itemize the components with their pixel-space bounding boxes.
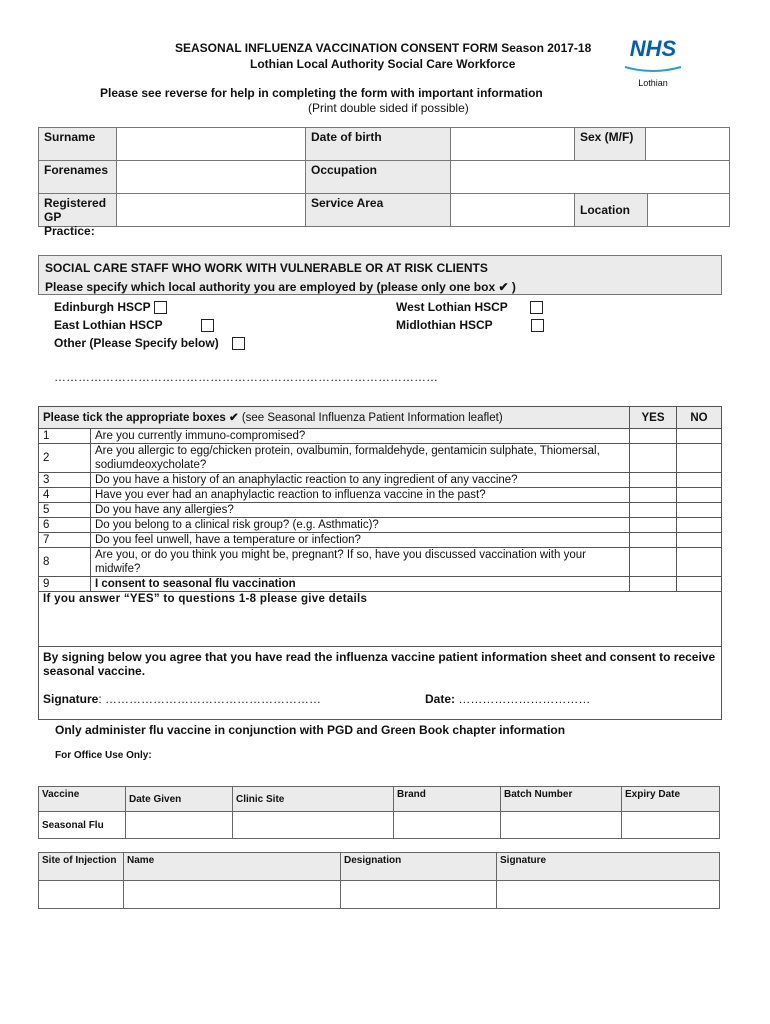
no-cell[interactable] [677, 488, 722, 503]
checkbox[interactable] [201, 319, 214, 332]
gp-field[interactable] [116, 193, 306, 227]
question-number: 1 [39, 429, 91, 444]
yes-cell[interactable] [630, 473, 677, 488]
col-name: Name [124, 853, 341, 881]
location-field[interactable] [647, 193, 730, 227]
question-number: 4 [39, 488, 91, 503]
forenames-label: Forenames [38, 160, 117, 194]
sex-label: Sex (M/F) [574, 127, 646, 161]
checkbox[interactable] [530, 301, 543, 314]
question-text: Do you belong to a clinical risk group? (e.g. Asthmatic)? [91, 518, 630, 533]
question-text: Do you feel unwell, have a temperature or infection? [91, 533, 630, 548]
question-text: Do you have any allergies? [91, 503, 630, 518]
no-cell[interactable] [677, 444, 722, 473]
expiry-cell[interactable] [622, 812, 720, 839]
occupation-field[interactable] [450, 160, 730, 194]
no-cell[interactable] [677, 503, 722, 518]
question-number: 3 [39, 473, 91, 488]
question-number: 8 [39, 548, 91, 577]
option-west-lothian[interactable] [396, 300, 543, 314]
logo-swoosh-icon [623, 65, 683, 73]
occupation-label: Occupation [305, 160, 451, 194]
col-signature: Signature [497, 853, 720, 881]
nhs-logo-sub: Lothian [638, 78, 668, 88]
clinic-site-cell[interactable] [233, 812, 394, 839]
question-row [39, 548, 722, 577]
name-cell[interactable] [124, 881, 341, 909]
question-number: 9 [39, 577, 91, 592]
no-cell[interactable] [677, 577, 722, 592]
form-subtitle: Lothian Local Authority Social Care Workforce [250, 57, 516, 71]
question-number: 7 [39, 533, 91, 548]
option-label: Other (Please Specify below) [54, 336, 219, 350]
question-row [39, 429, 722, 444]
surname-field[interactable] [116, 127, 306, 161]
no-cell[interactable] [677, 518, 722, 533]
question-text: Are you, or do you think you might be, pregnant? If so, have you discussed vaccination with your midwife? [91, 548, 630, 577]
dob-field[interactable] [450, 127, 575, 161]
office-use-label: For Office Use Only: [55, 750, 152, 761]
questions-header [39, 407, 630, 429]
option-east-lothian[interactable] [54, 318, 214, 332]
question-row [39, 473, 722, 488]
dob-label: Date of birth [305, 127, 451, 161]
option-label: Edinburgh HSCP [54, 300, 151, 314]
yes-cell[interactable] [630, 577, 677, 592]
signature-label: Signature [43, 692, 99, 706]
option-other[interactable] [54, 336, 245, 350]
checkbox[interactable] [232, 337, 245, 350]
option-midlothian[interactable] [396, 318, 544, 332]
date-label: Date: [425, 692, 456, 706]
brand-cell[interactable] [394, 812, 501, 839]
site-cell[interactable] [39, 881, 124, 909]
row-seasonal-flu: Seasonal Flu [39, 812, 126, 839]
yes-cell[interactable] [630, 429, 677, 444]
col-batch-number: Batch Number [501, 787, 622, 812]
no-cell[interactable] [677, 473, 722, 488]
sex-field[interactable] [645, 127, 730, 161]
question-number: 2 [39, 444, 91, 473]
other-specify-line[interactable]: …………………………………………………………………………………… [54, 370, 438, 384]
header-bold: Please tick the appropriate boxes ✔ [43, 411, 239, 424]
col-expiry-date: Expiry Date [622, 787, 720, 812]
question-row [39, 577, 722, 592]
question-text: Are you allergic to egg/chicken protein, ovalbumin, formaldehyde, gentamicin sulphate, Thiomersal, sodiumdeoxycholate? [91, 444, 630, 473]
question-row [39, 503, 722, 518]
header-rest: (see Seasonal Influenza Patient Information leaflet) [238, 411, 503, 424]
col-date-given: Date Given [126, 787, 233, 812]
intro-line: Please see reverse for help in completing the form with important information [100, 86, 543, 100]
questions-table [38, 406, 722, 720]
designation-cell[interactable] [341, 881, 497, 909]
col-vaccine: Vaccine [39, 787, 126, 812]
question-text: Have you ever had an anaphylactic reaction to influenza vaccine in the past? [91, 488, 630, 503]
date-line[interactable]: …………………………… [455, 692, 591, 706]
social-care-heading: SOCIAL CARE STAFF WHO WORK WITH VULNERABLE OR AT RISK CLIENTS [45, 261, 488, 275]
details-prompt[interactable]: If you answer “YES” to questions 1-8 please give details [39, 592, 722, 647]
question-row [39, 533, 722, 548]
intro-note: (Print double sided if possible) [308, 101, 469, 115]
forenames-field[interactable] [116, 160, 306, 194]
office-staff-table [38, 852, 720, 909]
question-text: Do you have a history of an anaphylactic reaction to any ingredient of any vaccine? [91, 473, 630, 488]
nhs-logo [622, 38, 684, 88]
yes-cell[interactable] [630, 503, 677, 518]
yes-cell[interactable] [630, 444, 677, 473]
date-given-cell[interactable] [126, 812, 233, 839]
col-designation: Designation [341, 853, 497, 881]
surname-label: Surname [38, 127, 117, 161]
social-care-instruction: Please specify which local authority you are employed by (please only one box ✔ ) [45, 280, 516, 294]
signature-line[interactable]: : ……………………………………………… [98, 692, 322, 706]
col-clinic-site: Clinic Site [233, 787, 394, 812]
yes-cell[interactable] [630, 518, 677, 533]
question-number: 6 [39, 518, 91, 533]
yes-header: YES [630, 407, 677, 429]
option-label: Midlothian HSCP [396, 318, 493, 332]
service-area-label: Service Area [305, 193, 451, 227]
col-site-of-injection: Site of Injection [39, 853, 124, 881]
question-row [39, 488, 722, 503]
gp-label: Registered GP Practice: [38, 193, 117, 227]
question-text: Are you currently immuno-compromised? [91, 429, 630, 444]
nhs-logo-text: NHS [629, 36, 677, 61]
form-title: SEASONAL INFLUENZA VACCINATION CONSENT FORM Season 2017-18 [175, 41, 592, 55]
yes-cell[interactable] [630, 488, 677, 503]
question-text: I consent to seasonal flu vaccination [91, 577, 630, 592]
service-area-field[interactable] [450, 193, 575, 227]
signature-cell[interactable] [497, 881, 720, 909]
question-row [39, 518, 722, 533]
question-number: 5 [39, 503, 91, 518]
batch-cell[interactable] [501, 812, 622, 839]
no-cell[interactable] [677, 548, 722, 577]
question-row [39, 444, 722, 473]
no-header: NO [677, 407, 722, 429]
option-edinburgh[interactable] [54, 300, 167, 314]
yes-cell[interactable] [630, 548, 677, 577]
pgd-notice: Only administer flu vaccine in conjunction with PGD and Green Book chapter information [55, 723, 566, 737]
no-cell[interactable] [677, 533, 722, 548]
checkbox[interactable] [154, 301, 167, 314]
no-cell[interactable] [677, 429, 722, 444]
consent-block [39, 647, 722, 720]
option-label: West Lothian HSCP [396, 300, 508, 314]
yes-cell[interactable] [630, 533, 677, 548]
col-brand: Brand [394, 787, 501, 812]
location-label: Location [574, 193, 648, 227]
office-vaccine-table [38, 786, 720, 839]
consent-text: By signing below you agree that you have read the influenza vaccine patient information sheet and consent to receive seasonal vaccine. [43, 650, 716, 678]
option-label: East Lothian HSCP [54, 318, 163, 332]
checkbox[interactable] [531, 319, 544, 332]
